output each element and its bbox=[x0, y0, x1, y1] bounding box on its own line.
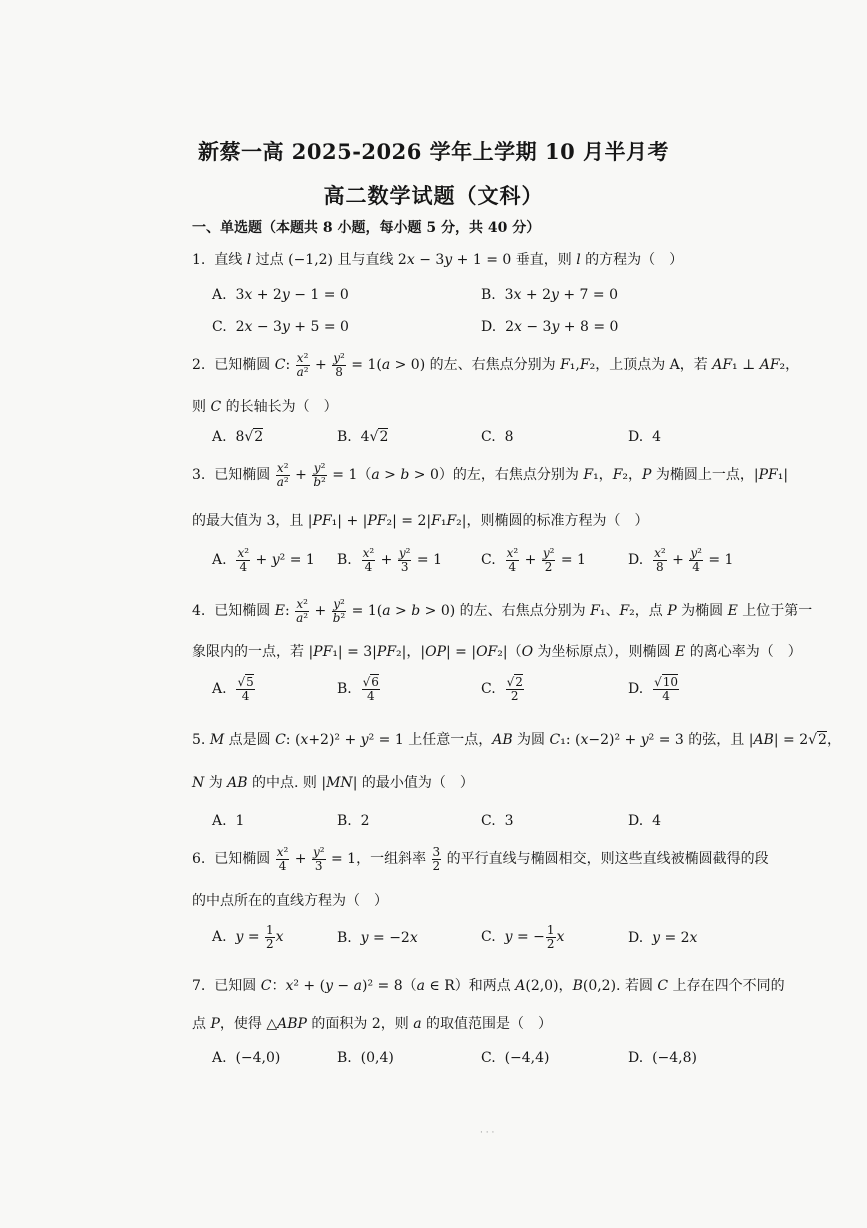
q1-option-b[interactable]: B. 3x + 2y + 7 = 0 bbox=[481, 287, 618, 303]
question-2-line-2: 则 C 的长轴长为（ ） bbox=[192, 399, 338, 415]
q2-option-d[interactable]: D. 4 bbox=[628, 429, 661, 445]
q2-option-c[interactable]: C. 8 bbox=[481, 429, 514, 445]
question-2-line-1: 2. 已知椭圆 C: $\frac{\text{x²}}{\text{a²}}$ + $\frac{\text{y²}}{8}$ = 1(a > 0) 的左、右焦点分别为 F₁,F₂，上顶点为 A，若 AF₁ ⊥ AF₂， bbox=[192, 351, 800, 379]
question-7-line-2: 点 P，使得 △ABP 的面积为 2，则 a 的取值范围是（ ） bbox=[192, 1016, 552, 1032]
question-5-line-2: N 为 AB 的中点. 则 |MN| 的最小值为（ ） bbox=[192, 775, 474, 791]
question-3-line-2: 的最大值为 3，且 |PF₁| + |PF₂| = 2|F₁F₂|，则椭圆的标准方程为（ ） bbox=[192, 513, 649, 529]
q6-option-b[interactable]: B. y = −2x bbox=[337, 930, 418, 946]
scan-artifact: · · · bbox=[480, 1128, 495, 1138]
question-4-line-1: 4. 已知椭圆 E: $\frac{\text{x²}}{\text{a²}}$ + $\frac{\text{y²}}{\text{b²}}$ = 1(a > b > 0) 的左、右焦点分别为 F₁、F₂，点 P 为椭圆 E 上位于第一 bbox=[192, 597, 813, 625]
q6-option-c[interactable]: C. y = − $\frac{1}{2}$ x bbox=[481, 923, 565, 951]
q5-option-b[interactable]: B. 2 bbox=[337, 813, 370, 829]
q7-option-c[interactable]: C. (−4,4) bbox=[481, 1050, 550, 1066]
q3-option-b[interactable]: B. $\frac{\text{x²}}{4}$ + $\frac{\text{y²}}{3}$ = 1 bbox=[337, 546, 443, 574]
q4-option-b[interactable]: B. $\frac{√6}{4}$ bbox=[337, 675, 379, 703]
q2-option-b[interactable]: B. 4√2 bbox=[337, 429, 389, 445]
q5-option-c[interactable]: C. 3 bbox=[481, 813, 514, 829]
question-4-line-2: 象限内的一点，若 |PF₁| = 3|PF₂|，|OP| = |OF₂|（O 为坐标原点），则椭圆 E 的离心率为（ ） bbox=[192, 644, 802, 660]
question-7-line-1: 7. 已知圆 C：x² + (y − a)² = 8（a ∈ R）和两点 A(2,0)，B(0,2). 若圆 C 上存在四个不同的 bbox=[192, 978, 785, 994]
q3-option-c[interactable]: C. $\frac{\text{x²}}{4}$ + $\frac{\text{y²}}{2}$ = 1 bbox=[481, 546, 586, 574]
q3-option-d[interactable]: D. $\frac{\text{x²}}{8}$ + $\frac{\text{y²}}{4}$ = 1 bbox=[628, 546, 734, 574]
q2-option-a[interactable]: A. 8√2 bbox=[212, 429, 264, 445]
question-6-line-1: 6. 已知椭圆 $\frac{\text{x²}}{4}$ + $\frac{\text{y²}}{3}$ = 1，一组斜率 $\frac{3}{2}$ 的平行直线与椭圆相交，则这些直线被椭圆截得的段 bbox=[192, 845, 769, 873]
question-6-line-2: 的中点所在的直线方程为（ ） bbox=[192, 893, 388, 909]
q1-option-d[interactable]: D. 2x − 3y + 8 = 0 bbox=[481, 319, 619, 335]
q7-option-b[interactable]: B. (0,4) bbox=[337, 1050, 394, 1066]
section-heading: 一、单选题（本题共 8 小题，每小题 5 分，共 40 分） bbox=[192, 220, 541, 236]
q5-option-a[interactable]: A. 1 bbox=[212, 813, 245, 829]
q7-option-d[interactable]: D. (−4,8) bbox=[628, 1050, 697, 1066]
q1-option-c[interactable]: C. 2x − 3y + 5 = 0 bbox=[212, 319, 349, 335]
q7-option-a[interactable]: A. (−4,0) bbox=[212, 1050, 281, 1066]
q3-option-a[interactable]: A. $\frac{\text{x²}}{4}$ + y² = 1 bbox=[212, 546, 315, 574]
q6-option-a[interactable]: A. y = $\frac{1}{2}$ x bbox=[212, 923, 284, 951]
q1-option-a[interactable]: A. 3x + 2y − 1 = 0 bbox=[212, 287, 349, 303]
exam-subtitle: 高二数学试题（文科） bbox=[323, 183, 544, 208]
question-5-line-1: 5. M 点是圆 C: (x+2)² + y² = 1 上任意一点，AB 为圆 C₁: (x−2)² + y² = 3 的弦，且 |AB| = 2√2， bbox=[192, 732, 841, 748]
q6-option-d[interactable]: D. y = 2x bbox=[628, 930, 698, 946]
question-3-line-1: 3. 已知椭圆 $\frac{\text{x²}}{\text{a²}}$ + $\frac{\text{y²}}{\text{b²}}$ = 1（a > b > 0）的左，右焦点分别为 F₁，F₂，P 为椭圆上一点，|PF₁| bbox=[192, 461, 789, 489]
q4-option-c[interactable]: C. $\frac{√2}{2}$ bbox=[481, 675, 523, 703]
q4-option-d[interactable]: D. $\frac{√10}{4}$ bbox=[628, 675, 679, 703]
question-1: 1. 直线 l 过点 (−1,2) 且与直线 2x − 3y + 1 = 0 垂直，则 l 的方程为（ ） bbox=[192, 252, 684, 268]
q5-option-d[interactable]: D. 4 bbox=[628, 813, 661, 829]
q4-option-a[interactable]: A. $\frac{√5}{4}$ bbox=[212, 675, 254, 703]
exam-title: 新蔡一高 2025-2026 学年上学期 10 月半月考 bbox=[197, 139, 670, 164]
